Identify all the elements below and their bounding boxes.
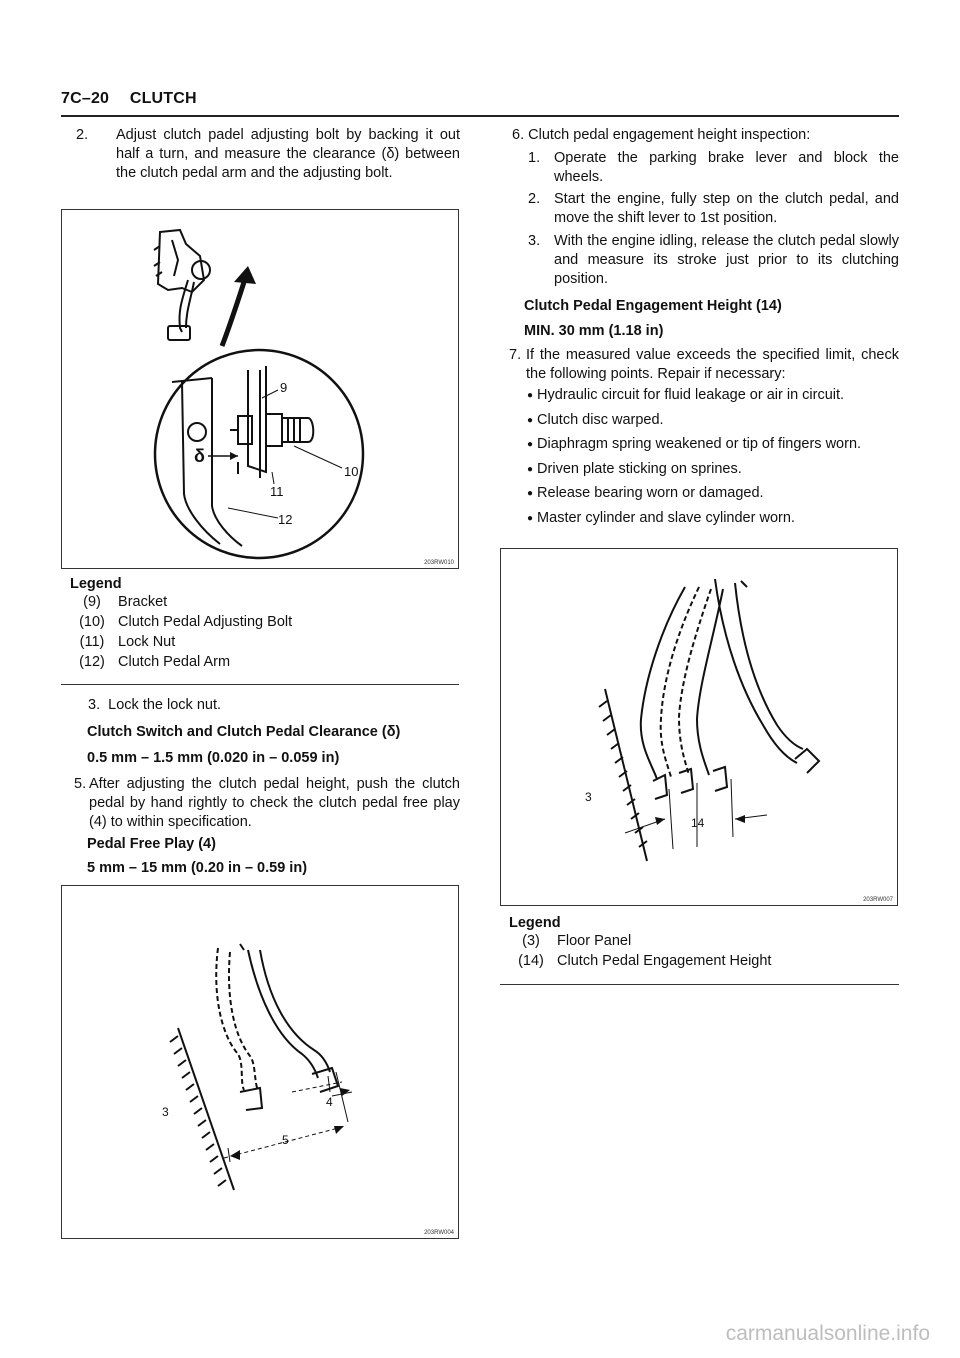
check-item: ● Driven plate sticking on sprines. (527, 460, 907, 485)
legend-label: Clutch Pedal Engagement Height (557, 953, 772, 969)
step-text: Clutch pedal engagement height inspection: (528, 127, 811, 143)
substep-text: With the engine idling, release the clutch pedal slowly and measure its stroke just prior to its clutching position. (554, 233, 899, 287)
figure-free-play-drawing (62, 886, 458, 1238)
step-number: 3. (88, 697, 101, 713)
section-number: 7C–20 (61, 90, 110, 107)
legend-num: (11) (79, 634, 105, 650)
spec-freeplay-value: 5 mm – 15 mm (0.20 in – 0.59 in) (87, 860, 308, 876)
substep-number: 3. (528, 233, 541, 249)
legend-1 (70, 576, 460, 672)
check-item: ● Master cylinder and slave cylinder worn. (527, 509, 907, 534)
substep-text: Operate the parking brake lever and block the wheels. (554, 150, 899, 185)
legend-num: (10) (79, 614, 105, 630)
callout-3: 3 (162, 1105, 169, 1119)
callout-10: 10 (344, 464, 359, 479)
legend-title: Legend (70, 576, 122, 592)
figure-engagement-height-drawing (501, 549, 897, 905)
figure-free-play (61, 885, 459, 1239)
legend-item (70, 632, 460, 652)
substep-number: 1. (528, 150, 541, 166)
callout-12: 12 (278, 512, 293, 527)
callout-3: 3 (585, 790, 592, 804)
callout-9: 9 (280, 380, 288, 395)
spec-engagement-title: Clutch Pedal Engagement Height (14) (524, 298, 782, 314)
check-item: ● Clutch disc warped. (527, 411, 907, 436)
callout-4: 4 (326, 1095, 333, 1109)
check-list (527, 386, 907, 533)
section-title: CLUTCH (129, 90, 197, 107)
check-item: ● Hydraulic circuit for fluid leakage or air in circuit. (527, 386, 907, 411)
check-item: ● Diaphragm spring weakened or tip of fingers worn. (527, 435, 907, 460)
watermark: carmanualsonline.info (725, 1322, 930, 1345)
spec-clearance-title: Clutch Switch and Clutch Pedal Clearance (δ) (87, 724, 401, 740)
legend-num: (14) (518, 953, 544, 969)
check-item: ● Release bearing worn or damaged. (527, 484, 907, 509)
header-rule (61, 115, 899, 117)
legend-item (509, 931, 899, 951)
step-2 (76, 126, 460, 183)
legend-label: Bracket (118, 594, 168, 610)
step-text: After adjusting the clutch pedal height, push the clutch pedal by hand rightly to check the clutch pedal free play (4) to within specification. (89, 776, 460, 830)
step-number: 6. (512, 127, 525, 143)
substep-number: 2. (528, 191, 541, 207)
figure-adjusting-bolt (61, 209, 459, 569)
legend-num: (12) (79, 654, 105, 670)
legend-1-rule (61, 684, 459, 685)
legend-num: (3) (522, 933, 540, 949)
legend-label: Floor Panel (557, 933, 632, 949)
legend-item (70, 612, 460, 632)
legend-2 (509, 915, 899, 971)
legend-num: (9) (83, 594, 101, 610)
figure-id: 203RW010 (424, 560, 454, 566)
substep-1 (528, 149, 899, 187)
callout-5: 5 (282, 1133, 289, 1147)
step-number: 5. (74, 776, 87, 792)
step-5 (74, 775, 460, 832)
figure-engagement-height (500, 548, 898, 906)
callout-14: 14 (691, 816, 705, 830)
step-number: 7. (509, 347, 522, 363)
step-text: If the measured value exceeds the specified limit, check the following points. Repair if necessary: (526, 347, 899, 382)
substep-2 (528, 190, 899, 228)
figure-id: 203RW007 (863, 897, 893, 903)
legend-label: Lock Nut (118, 634, 176, 650)
figure-adjusting-bolt-drawing (62, 210, 458, 568)
legend-label: Clutch Pedal Arm (118, 654, 231, 670)
step-3 (88, 696, 458, 715)
spec-engagement-value: MIN. 30 mm (1.18 in) (524, 323, 664, 339)
callout-delta: δ (194, 446, 205, 466)
figure-id: 203RW004 (424, 1230, 454, 1236)
step-7 (509, 346, 899, 384)
callout-11: 11 (270, 484, 284, 499)
step-text: Adjust clutch padel adjusting bolt by backing it out half a turn, and measure the clearance (δ) between the clutch pedal arm and the adjusting bolt. (116, 127, 460, 181)
step-text: Lock the lock nut. (108, 697, 221, 713)
step-6 (512, 126, 898, 145)
legend-item (509, 951, 899, 971)
legend-title: Legend (509, 915, 561, 931)
legend-2-rule (500, 984, 899, 985)
substep-3 (528, 232, 899, 289)
spec-freeplay-title: Pedal Free Play (4) (87, 836, 216, 852)
substep-text: Start the engine, fully step on the clutch pedal, and move the shift lever to 1st position. (554, 191, 899, 226)
legend-item (70, 652, 460, 672)
legend-item (70, 592, 460, 612)
page-header (61, 90, 197, 108)
step-number: 2. (76, 127, 89, 143)
spec-clearance-value: 0.5 mm – 1.5 mm (0.020 in – 0.059 in) (87, 750, 340, 766)
legend-label: Clutch Pedal Adjusting Bolt (118, 614, 293, 630)
